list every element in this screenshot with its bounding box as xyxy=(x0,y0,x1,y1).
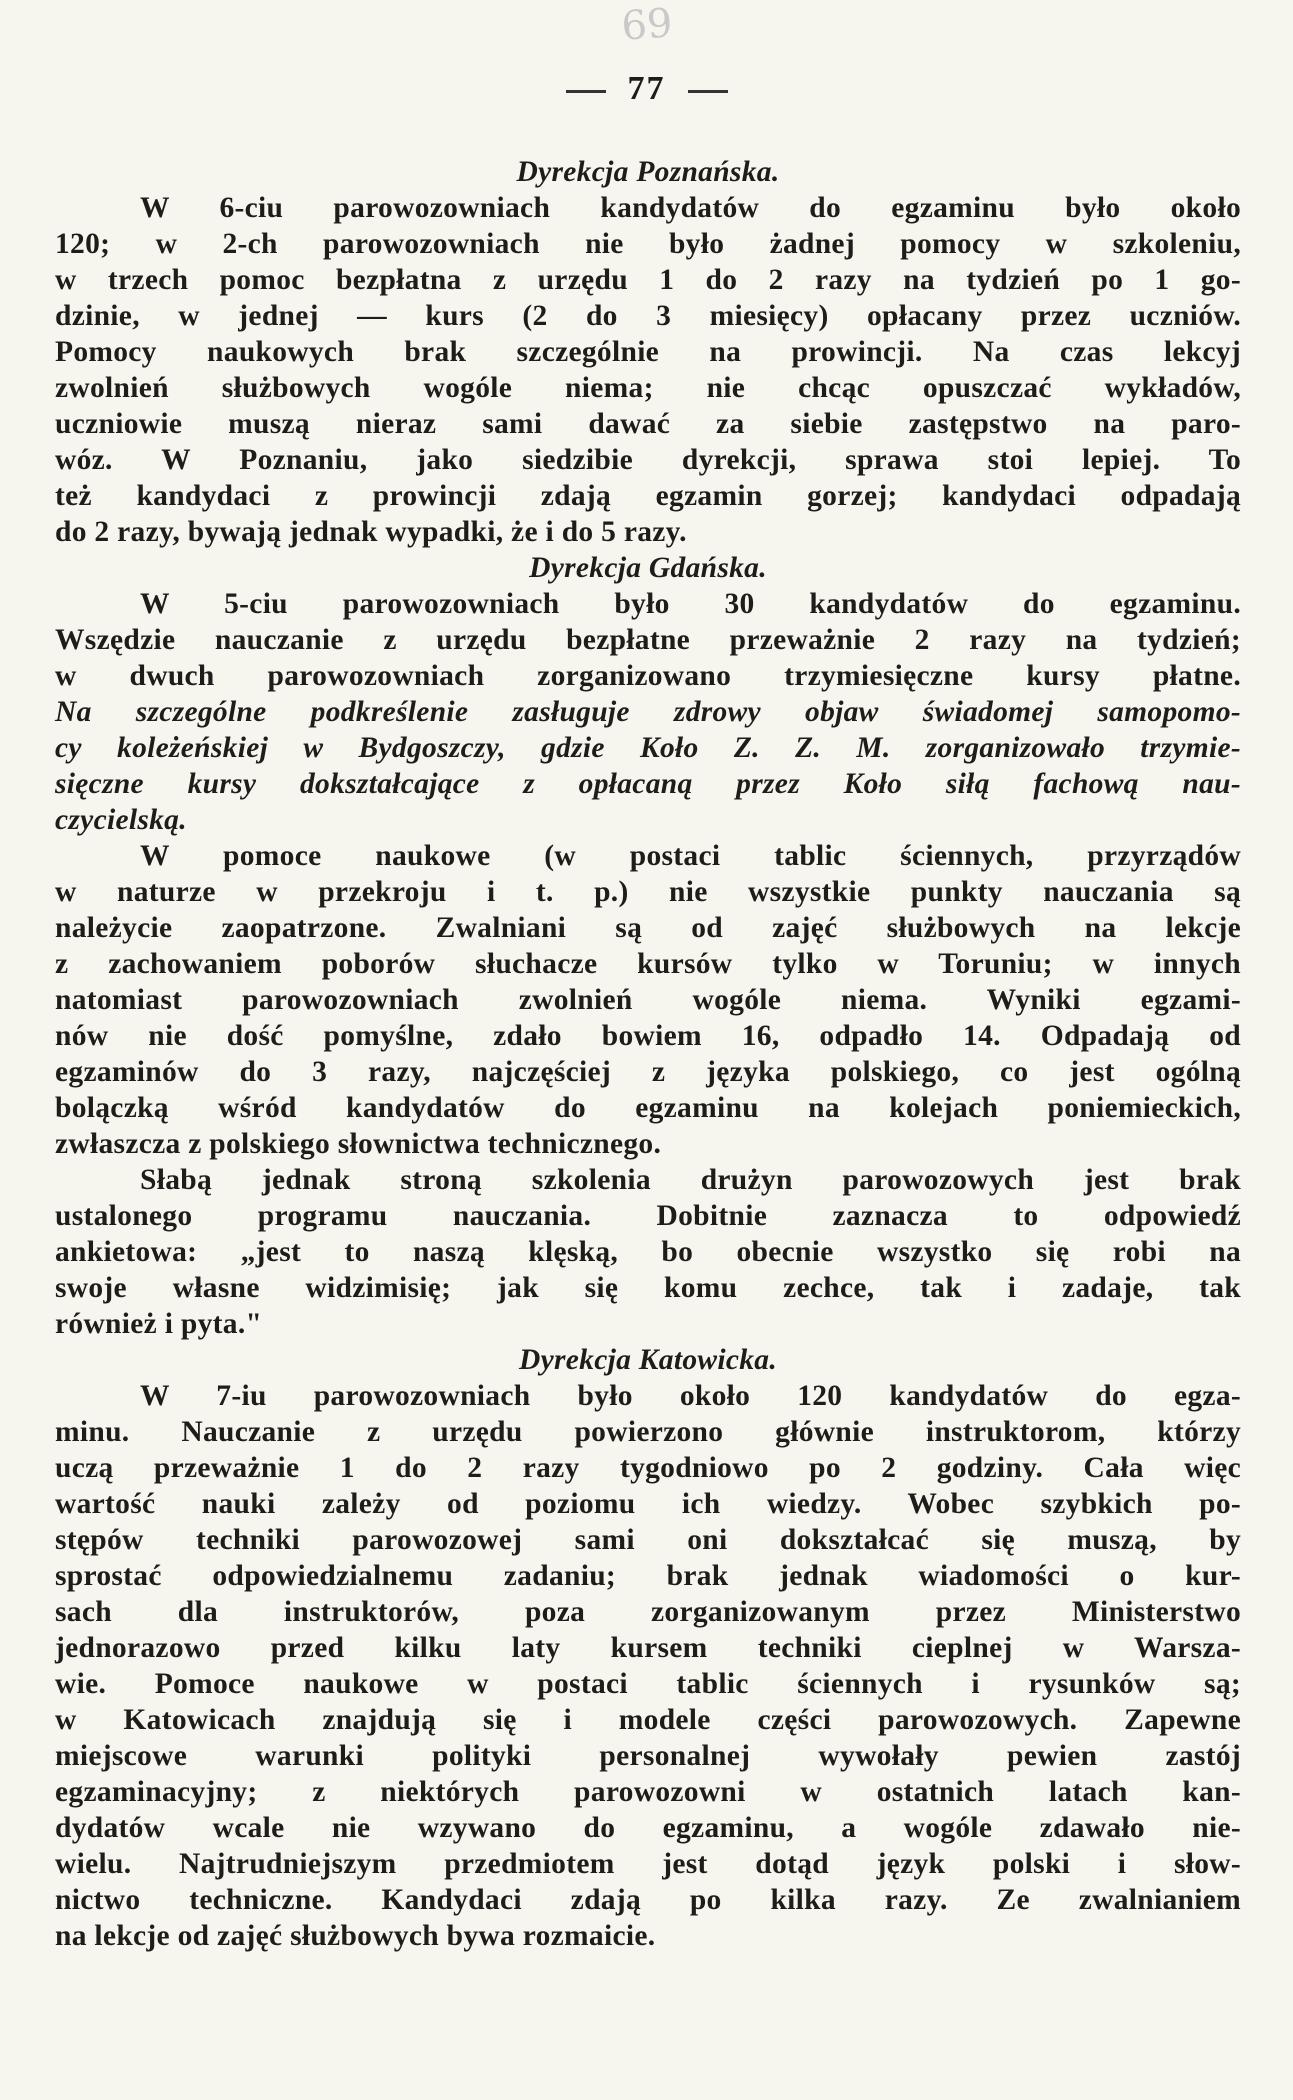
text-line: W 6-ciu parowozowniach kandydatów do egzaminu było około xyxy=(140,192,1241,224)
text-line: natomiast parowozowniach zwolnień wogóle niema. Wyniki egzami- xyxy=(55,984,1241,1016)
document-body xyxy=(55,154,1241,1954)
section-heading: Dyrekcja Gdańska. xyxy=(529,552,767,584)
text-line: ankietowa: „jest to naszą klęską, bo obecnie wszystko się robi na xyxy=(55,1236,1241,1268)
text-line: swoje własne widzimisię; jak się komu zechce, tak i zadaje, tak xyxy=(55,1272,1241,1304)
text-line: wóz. W Poznaniu, jako siedzibie dyrekcji, sprawa stoi lepiej. To xyxy=(55,444,1241,476)
text-line: czycielską. xyxy=(55,804,187,836)
text-line: bolączką wśród kandydatów do egzaminu na kolejach poniemieckich, xyxy=(55,1092,1241,1124)
text-line: z zachowaniem poborów słuchacze kursów tylko w Toruniu; w innych xyxy=(55,948,1241,980)
text-line: egzaminacyjny; z niektórych parowozowni w ostatnich latach kan- xyxy=(55,1776,1241,1808)
text-line: minu. Nauczanie z urzędu powierzono głównie instruktorom, którzy xyxy=(55,1416,1241,1448)
text-line: Wszędzie nauczanie z urzędu bezpłatne przeważnie 2 razy na tydzień; xyxy=(55,624,1241,656)
text-line: wielu. Najtrudniejszym przedmiotem jest dotąd język polski i słow- xyxy=(55,1848,1241,1880)
page-number xyxy=(0,70,1293,108)
text-line: miejscowe warunki polityki personalnej wywołały pewien zastój xyxy=(55,1740,1241,1772)
dash-left xyxy=(566,90,606,93)
text-line: Na szczególne podkreślenie zasługuje zdrowy objaw świadomej samopomo- xyxy=(55,696,1241,728)
text-line: w dwuch parowozowniach zorganizowano trzymiesięczne kursy płatne. xyxy=(55,660,1241,692)
text-line: zwolnień służbowych wogóle niema; nie chcąc opuszczać wykładów, xyxy=(55,372,1241,404)
text-line: sięczne kursy dokształcające z opłacaną przez Koło siłą fachową nau- xyxy=(55,768,1241,800)
pencil-page-mark: 69 xyxy=(620,0,674,50)
text-line: w Katowicach znajdują się i modele części parowozowych. Zapewne xyxy=(55,1704,1241,1736)
text-line: uczniowie muszą nieraz sami dawać za siebie zastępstwo na paro- xyxy=(55,408,1241,440)
text-line: do 2 razy, bywają jednak wypadki, że i do 5 razy. xyxy=(55,516,687,548)
dash-right xyxy=(688,90,728,93)
text-line: W pomoce naukowe (w postaci tablic ściennych, przyrządów xyxy=(140,840,1241,872)
text-line: stępów techniki parowozowej sami oni dokształcać się muszą, by xyxy=(55,1524,1241,1556)
text-line: egzaminów do 3 razy, najczęściej z języka polskiego, co jest ogólną xyxy=(55,1056,1241,1088)
text-line: nictwo techniczne. Kandydaci zdają po kilka razy. Ze zwalnianiem xyxy=(55,1884,1241,1916)
text-line: w trzech pomoc bezpłatna z urzędu 1 do 2 razy na tydzień po 1 go- xyxy=(55,264,1241,296)
text-line: w naturze w przekroju i t. p.) nie wszystkie punkty nauczania są xyxy=(55,876,1241,908)
text-line: jednorazowo przed kilku laty kursem techniki cieplnej w Warsza- xyxy=(55,1632,1241,1664)
page-number-value: 77 xyxy=(627,70,666,107)
text-line: uczą przeważnie 1 do 2 razy tygodniowo po 2 godziny. Cała więc xyxy=(55,1452,1241,1484)
text-line: Pomocy naukowych brak szczególnie na prowincji. Na czas lekcyj xyxy=(55,336,1241,368)
text-line: na lekcje od zajęć służbowych bywa rozmaicie. xyxy=(55,1920,656,1952)
text-line: W 7-iu parowozowniach było około 120 kandydatów do egza- xyxy=(140,1380,1241,1412)
text-line: wartość nauki zależy od poziomu ich wiedzy. Wobec szybkich po- xyxy=(55,1488,1241,1520)
text-line: cy koleżeńskiej w Bydgoszczy, gdzie Koło Z. Z. M. zorganizowało trzymie- xyxy=(55,732,1241,764)
text-line: dydatów wcale nie wzywano do egzaminu, a wogóle zdawało nie- xyxy=(55,1812,1241,1844)
text-line: też kandydaci z prowincji zdają egzamin gorzej; kandydaci odpadają xyxy=(55,480,1241,512)
section-heading: Dyrekcja Poznańska. xyxy=(516,156,780,188)
text-line: sprostać odpowiedzialnemu zadaniu; brak jednak wiadomości o kur- xyxy=(55,1560,1241,1592)
section-heading: Dyrekcja Katowicka. xyxy=(518,1344,778,1376)
text-line: sach dla instruktorów, poza zorganizowanym przez Ministerstwo xyxy=(55,1596,1241,1628)
text-line: dzinie, w jednej — kurs (2 do 3 miesięcy) opłacany przez uczniów. xyxy=(55,300,1241,332)
text-line: wie. Pomoce naukowe w postaci tablic ściennych i rysunków są; xyxy=(55,1668,1241,1700)
text-line: należycie zaopatrzone. Zwalniani są od zajęć służbowych na lekcje xyxy=(55,912,1241,944)
text-line: zwłaszcza z polskiego słownictwa technicznego. xyxy=(55,1128,662,1160)
text-line: Słabą jednak stroną szkolenia drużyn parowozowych jest brak xyxy=(140,1164,1241,1196)
text-line: również i pyta." xyxy=(55,1308,263,1340)
text-line: 120; w 2-ch parowozowniach nie było żadnej pomocy w szkoleniu, xyxy=(55,228,1241,260)
text-line: nów nie dość pomyślne, zdało bowiem 16, odpadło 14. Odpadają od xyxy=(55,1020,1241,1052)
text-line: ustalonego programu nauczania. Dobitnie zaznacza to odpowiedź xyxy=(55,1200,1241,1232)
text-line: W 5-ciu parowozowniach było 30 kandydatów do egzaminu. xyxy=(140,588,1241,620)
